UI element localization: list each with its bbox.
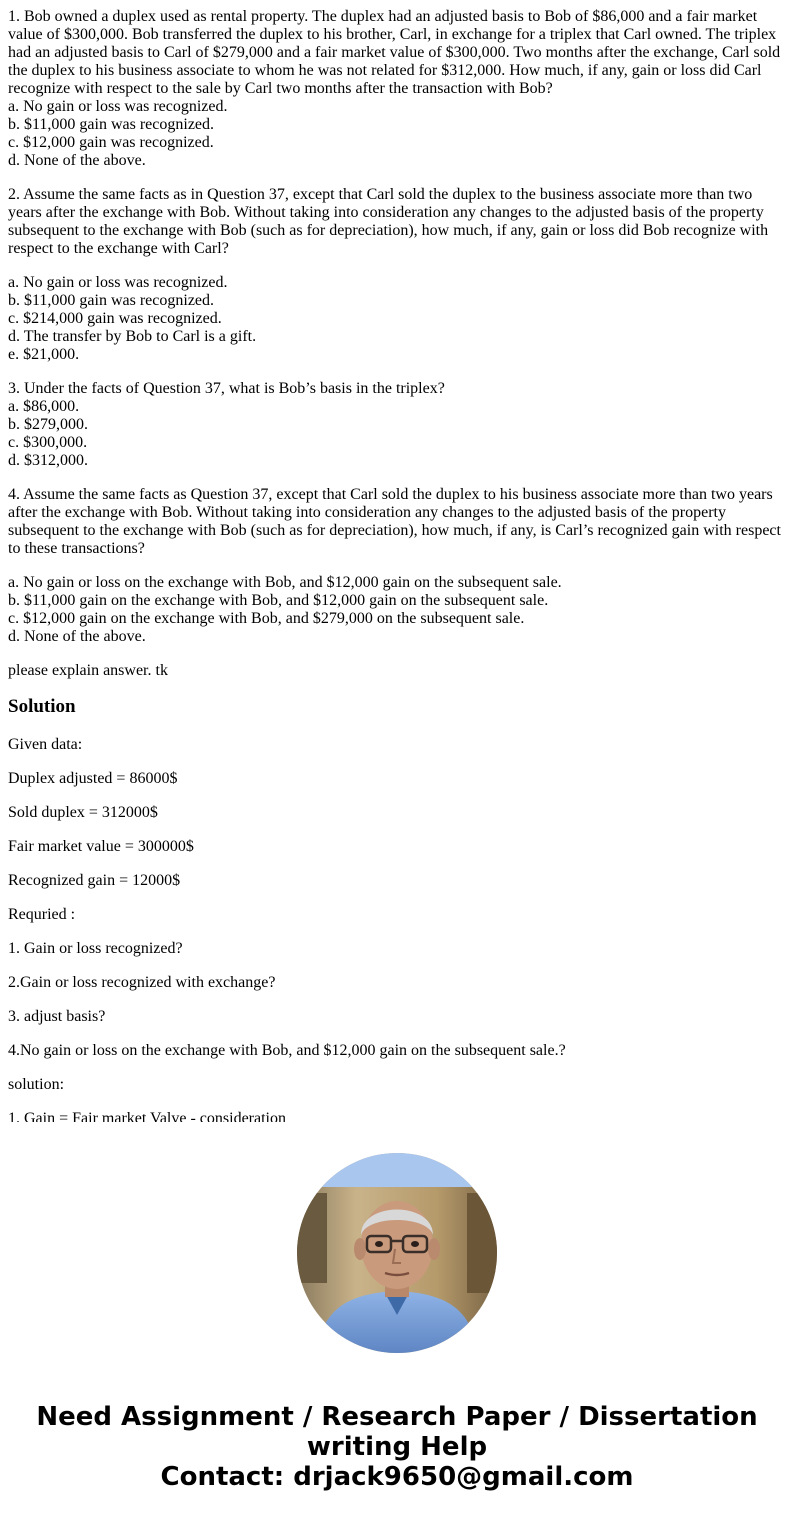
question-1 (8, 8, 786, 170)
solution-line: Duplex adjusted = 86000$ (8, 770, 178, 787)
answer-option: d. None of the above. (8, 152, 146, 169)
solution-line: Requried : (8, 906, 76, 923)
answer-option: d. $312,000. (8, 452, 88, 469)
explanation-request: please explain answer. tk (8, 662, 168, 679)
footer-banner (0, 1402, 794, 1492)
question-2 (8, 186, 786, 364)
answer-options (8, 274, 786, 364)
answer-options (8, 98, 786, 170)
solution-line: 1. Gain or loss recognized? (8, 940, 183, 957)
question-text: 3. Under the facts of Question 37, what is Bob’s basis in the triplex? (8, 380, 445, 397)
answer-options (8, 398, 786, 470)
answer-option: d. None of the above. (8, 628, 146, 645)
answer-option: a. No gain or loss on the exchange with Bob, and $12,000 gain on the subsequent sale. (8, 574, 562, 591)
question-4 (8, 486, 786, 646)
answer-option: c. $12,000 gain was recognized. (8, 134, 214, 151)
question-text: 4. Assume the same facts as Question 37, except that Carl sold the duplex to his business associate more than two years after the exchange with Bob. Without taking into consideration any changes to the adjusted basis of the property subsequent to the exchange with Bob (such as for depreciation), how much, if any, is Carl’s recognized gain with respect to these transactions? (8, 486, 781, 557)
question-3 (8, 380, 786, 470)
solution-line: Given data: (8, 736, 83, 753)
solution-line: solution: (8, 1076, 65, 1093)
answer-option: b. $11,000 gain was recognized. (8, 292, 215, 309)
question-text: 2. Assume the same facts as in Question 37, except that Carl sold the duplex to the business associate more than two years after the exchange with Bob. Without taking into consideration any changes to the adjusted basis of the property subsequent to the exchange with Bob (such as for depreciation), how much, if any, gain or loss did Bob recognize with respect to the exchange with Carl? (8, 186, 769, 257)
solution-line: Sold duplex = 312000$ (8, 804, 158, 821)
solution-line: 4.No gain or loss on the exchange with Bob, and $12,000 gain on the subsequent sale.? (8, 1042, 566, 1059)
footer-line: writing Help (306, 1432, 488, 1462)
answer-option: d. The transfer by Bob to Carl is a gift. (8, 328, 257, 345)
answer-option: a. No gain or loss was recognized. (8, 98, 228, 115)
question-text: 1. Bob owned a duplex used as rental property. The duplex had an adjusted basis to Bob of $86,000 and a fair market value of $300,000. Bob transferred the duplex to his brother, Carl, in exchange for a triplex that Carl owned. The triplex had an adjusted basis to Carl of $279,000 and a fair market value of $300,000. Two months after the exchange, Carl sold the duplex to his business associate to whom he was not related for $312,000. How much, if any, gain or loss did Carl recognize with respect to the sale by Carl two months after the transaction with Bob? (8, 8, 781, 97)
answer-option: c. $300,000. (8, 434, 88, 451)
answer-option: b. $11,000 gain on the exchange with Bob, and $12,000 gain on the subsequent sale. (8, 592, 549, 609)
document-content (8, 8, 786, 1122)
answer-option: a. $86,000. (8, 398, 80, 415)
solution-line: Recognized gain = 12000$ (8, 872, 181, 889)
footer-line: Need Assignment / Research Paper / Dissertation (36, 1402, 758, 1432)
solution-line: 3. adjust basis? (8, 1008, 106, 1025)
solution-line: 2.Gain or loss recognized with exchange? (8, 974, 276, 991)
solution-heading: Solution (8, 696, 76, 717)
answer-option: e. $21,000. (8, 346, 80, 363)
answer-option: b. $11,000 gain was recognized. (8, 116, 215, 133)
answer-options (8, 574, 786, 646)
answer-option: b. $279,000. (8, 416, 88, 433)
author-avatar (297, 1153, 497, 1353)
answer-option: c. $12,000 gain on the exchange with Bob, and $279,000 on the subsequent sale. (8, 610, 525, 627)
solution-line: 1. Gain = Fair market Valve - consideration (8, 1110, 286, 1122)
answer-option: a. No gain or loss was recognized. (8, 274, 228, 291)
footer-contact: Contact: drjack9650@gmail.com (160, 1462, 634, 1492)
solution-line: Fair market value = 300000$ (8, 838, 194, 855)
answer-option: c. $214,000 gain was recognized. (8, 310, 222, 327)
